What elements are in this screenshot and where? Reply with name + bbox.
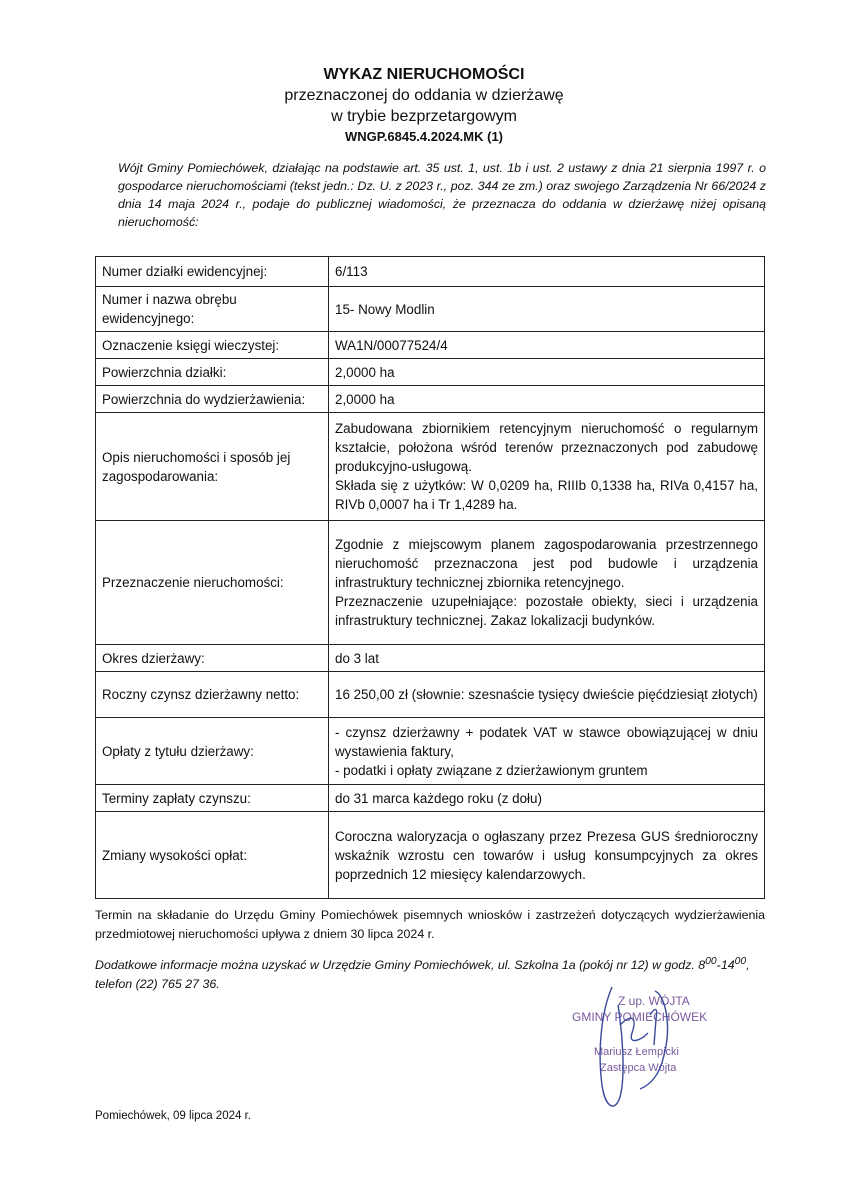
document-subtitle-2: w trybie bezprzetargowym [331, 108, 517, 125]
table-row [96, 645, 765, 672]
row-label: Roczny czynsz dzierżawny netto: [96, 672, 329, 718]
deadline-paragraph: Termin na składanie do Urzędu Gminy Pomiechówek pisemnych wniosków i zastrzeżeń dotyczących wydzierżawienia przedmiotowej nieruchomości upływa z dniem 30 lipca 2024 r. [95, 908, 765, 941]
row-label: Numer i nazwa obrębu ewidencyjnego: [96, 287, 329, 332]
row-value: WA1N/00077524/4 [329, 332, 765, 359]
table-row [96, 257, 765, 287]
row-label: Oznaczenie księgi wieczystej: [96, 332, 329, 359]
row-value: 6/113 [329, 257, 765, 287]
table-row [96, 386, 765, 413]
row-value-paragraph: Zgodnie z miejscowym planem zagospodarowania przestrzennego nieruchomość przeznaczona jest pod budowle i urządzenia infrastruktury technicznej zbiornika retencyjnego. [335, 537, 758, 590]
row-label: Terminy zapłaty czynszu: [96, 785, 329, 812]
row-label: Okres dzierżawy: [96, 645, 329, 672]
row-value-paragraph: Składa się z użytków: W 0,0209 ha, RIIIb 0,1338 ha, RIVa 0,4157 ha, RIVb 0,0007 ha i Tr 1,4289 ha. [335, 478, 758, 512]
table-row [96, 812, 765, 899]
row-label: Numer działki ewidencyjnej: [96, 257, 329, 287]
table-row [96, 413, 765, 521]
stamp-line-4: Zastępca Wójta [600, 1062, 677, 1074]
stamp-line-2: GMINY POMIECHÓWEK [572, 1010, 708, 1024]
intro-paragraph: Wójt Gminy Pomiechówek, działając na podstawie art. 35 ust. 1, ust. 1b i ust. 2 ustawy z dnia 21 sierpnia 1997 r. o gospodarce nieruchomościami (tekst jedn.: Dz. U. z 2023 r., poz. 344 ze zm.) oraz swojego Zarządzenia Nr 66/2024 z dnia 14 maja 2024 r., podaje do publicznej wiadomości, że przeznacza do oddania w dzierżawę niżej opisaną nieruchomość: [118, 161, 766, 229]
row-value: 2,0000 ha [329, 386, 765, 413]
office-hours-end-minutes: 00 [734, 956, 747, 967]
document-subtitle-1: przeznaczonej do oddania w dzierżawę [284, 87, 564, 104]
row-label: Opłaty z tytułu dzierżawy: [96, 718, 329, 785]
row-value: 2,0000 ha [329, 359, 765, 386]
row-value [329, 521, 765, 645]
table-row [96, 672, 765, 718]
row-value-paragraph: Przeznaczenie uzupełniające: pozostałe obiekty, sieci i urządzenia infrastruktury technicznej. Zakaz lokalizacji budynków. [335, 594, 758, 628]
row-value [329, 718, 765, 785]
row-value: 16 250,00 zł (słownie: szesnaście tysięcy dwieście pięćdziesiąt złotych) [329, 672, 765, 718]
office-hours-dash: - [716, 958, 721, 973]
additional-info-text: Dodatkowe informacje można uzyskać w Urzędzie Gminy Pomiechówek, ul. Szkolna 1a (pokój nr 12) w godz. 8 [95, 958, 706, 973]
row-value-paragraph: - czynsz dzierżawny + podatek VAT w stawce obowiązującej w dniu wystawienia faktury, [335, 724, 758, 759]
row-value [329, 413, 765, 521]
property-table [95, 256, 765, 899]
row-value: Coroczna waloryzacja o ogłaszany przez Prezesa GUS średnioroczny wskaźnik wzrostu cen towarów i usług konsumpcyjnych za okres poprzednich 12 miesięcy kalendarzowych. [329, 812, 765, 899]
phone-text: , telefon (22) 765 27 36. [95, 958, 750, 992]
office-hours-end: 14 [720, 958, 735, 973]
row-value-paragraph: - podatki i opłaty związane z dzierżawionym gruntem [335, 762, 648, 778]
row-label: Powierzchnia do wydzierżawienia: [96, 386, 329, 413]
table-row [96, 785, 765, 812]
document-header [0, 64, 848, 146]
table-row [96, 287, 765, 332]
row-value: do 3 lat [329, 645, 765, 672]
row-label: Zmiany wysokości opłat: [96, 812, 329, 899]
row-label: Powierzchnia działki: [96, 359, 329, 386]
document-reference: WNGP.6845.4.2024.MK (1) [345, 129, 503, 144]
official-stamp-signature [560, 985, 760, 1115]
table-row [96, 521, 765, 645]
document-title: WYKAZ NIERUCHOMOŚCI [323, 66, 525, 83]
row-label: Przeznaczenie nieruchomości: [96, 521, 329, 645]
row-value: do 31 marca każdego roku (z dołu) [329, 785, 765, 812]
table-row [96, 718, 765, 785]
row-label: Opis nieruchomości i sposób jej zagospodarowania: [96, 413, 329, 521]
row-value: 15- Nowy Modlin [329, 287, 765, 332]
table-row [96, 332, 765, 359]
table-row [96, 359, 765, 386]
stamp-line-1: Z up. WÓJTA [618, 994, 690, 1008]
document-date: Pomiechówek, 09 lipca 2024 r. [95, 1110, 251, 1122]
office-hours-start-minutes: 00 [705, 956, 717, 967]
stamp-line-3: Mariusz Łempicki [594, 1046, 679, 1058]
row-value-paragraph: Zabudowana zbiornikiem retencyjnym nieruchomość o regularnym kształcie, położona wśród terenów przeznaczonych pod zabudowę produkcyjno-usługową. [335, 421, 758, 474]
